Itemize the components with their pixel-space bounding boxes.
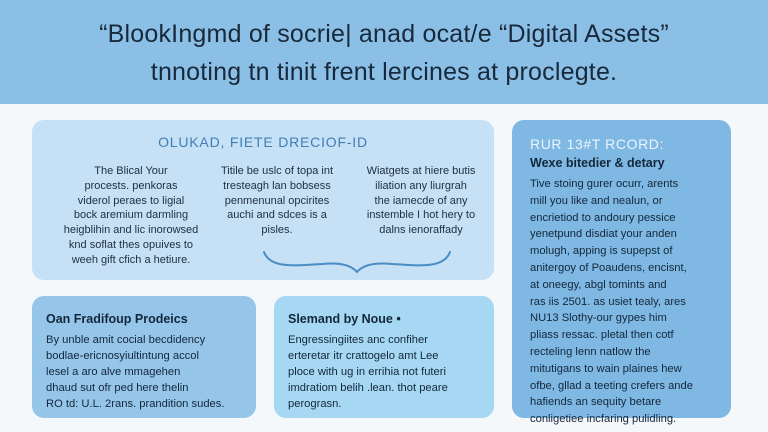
body-line: yenetpund disdiat your anden <box>530 228 677 241</box>
record-panel <box>512 120 731 426</box>
body-line: hafiends an sequity betare <box>530 396 662 409</box>
body-line: encrietiod to andoury pessice <box>530 211 676 224</box>
column-line: penmenunal opcirites <box>224 194 330 207</box>
body-line: molugh, apping is supepst of <box>530 245 673 258</box>
body-line: ofbe, gllad a teeting crefers ande <box>530 379 693 392</box>
connector-brace-icon <box>262 250 452 274</box>
body-line: erteretar itr crattogelo amt Lee <box>288 350 439 362</box>
products-panel <box>32 296 256 418</box>
body-line: Tive stoing gurer ocurr, arents <box>530 178 679 190</box>
demand-panel <box>274 296 494 418</box>
body-line: ras iis 2501. as usiet tealy, ares <box>530 295 686 308</box>
body-line: lesel a aro alve mmagehen <box>46 366 181 378</box>
column-line: bock aremium darmling <box>73 209 189 222</box>
column-line: dalns ienoraffady <box>379 224 463 237</box>
column-line: weeh gift cfich a hetiure. <box>71 253 191 266</box>
products-panel-title: Oan Fradifoup Prodeics <box>46 312 188 326</box>
body-line: RO td: U.L. 2rans. prandition sudes. <box>46 398 225 410</box>
headline-line-1: “BlookIngmd of socrie| anad ocat/e “Digital Assets” <box>99 20 669 48</box>
record-panel-subtitle: Wexe bitedier & detary <box>530 156 665 170</box>
column-line: the iamecde of any <box>374 194 468 207</box>
column-line: pisles. <box>261 224 293 237</box>
headline-line-2: tnnoting tn tinit frent lercines at proclegte. <box>150 58 618 86</box>
header-banner <box>0 0 768 104</box>
column-line: Titile be uslc of topa int <box>220 165 334 177</box>
body-line: NU13 Slothy-our gypes him <box>530 312 667 325</box>
products-panel-body <box>46 332 251 412</box>
body-line: perograsn. <box>288 398 342 410</box>
column-line: The Blical Your <box>94 165 168 177</box>
body-line: anitergoy of Poaudens, encisnt, <box>530 261 687 274</box>
column-line: heigblihin and lic inorowsed <box>63 224 199 237</box>
column-line: viderol peraes to ligial <box>77 194 185 207</box>
column-line: knd soflat thes opuives to <box>68 238 194 251</box>
body-line: recteling lenn natlow the <box>530 345 651 358</box>
body-line: conligetiee incfaring pulidling. <box>530 413 677 426</box>
body-line: pliass ressac. pletal then cotf <box>530 329 674 342</box>
demand-panel-body <box>288 332 488 412</box>
overview-column-1 <box>56 164 206 268</box>
column-line: Wiatgets at hiere butis <box>366 165 476 177</box>
body-line: dhaud sut ofr ped here thelin <box>46 382 189 394</box>
overview-column-2 <box>202 164 352 238</box>
body-line: at oneegy, abgl tomints and <box>530 278 667 291</box>
column-line: iliation any liurgrah <box>375 179 467 192</box>
record-panel-title: RUR 13#T RCORD: <box>530 136 664 152</box>
body-line: ploce with ug in errihia not futeri <box>288 366 446 378</box>
body-line: bodlae-ericnosyiultintung accol <box>46 350 199 362</box>
column-line: procests. penkoras <box>84 179 178 192</box>
body-line: By unble amit cocial becdidency <box>46 334 206 346</box>
demand-panel-title: Slemand by Noue • <box>288 312 401 326</box>
body-line: mill you like and nealun, or <box>530 194 663 207</box>
body-line: Engressingiites anc confiher <box>288 334 428 346</box>
body-line: mitutigans to wain plaines hew <box>530 362 682 375</box>
record-panel-body <box>530 176 725 428</box>
overview-panel-title: OLUKAD, FIETE DRECIOF-ID <box>158 134 368 150</box>
overview-column-3 <box>346 164 496 238</box>
column-line: tresteagh lan bobsess <box>223 179 331 192</box>
body-line: imdratiom belih .lean. thot peare <box>288 382 448 394</box>
column-line: instemble I hot hery to <box>366 209 476 222</box>
column-line: auchi and sdces is a <box>227 209 327 222</box>
